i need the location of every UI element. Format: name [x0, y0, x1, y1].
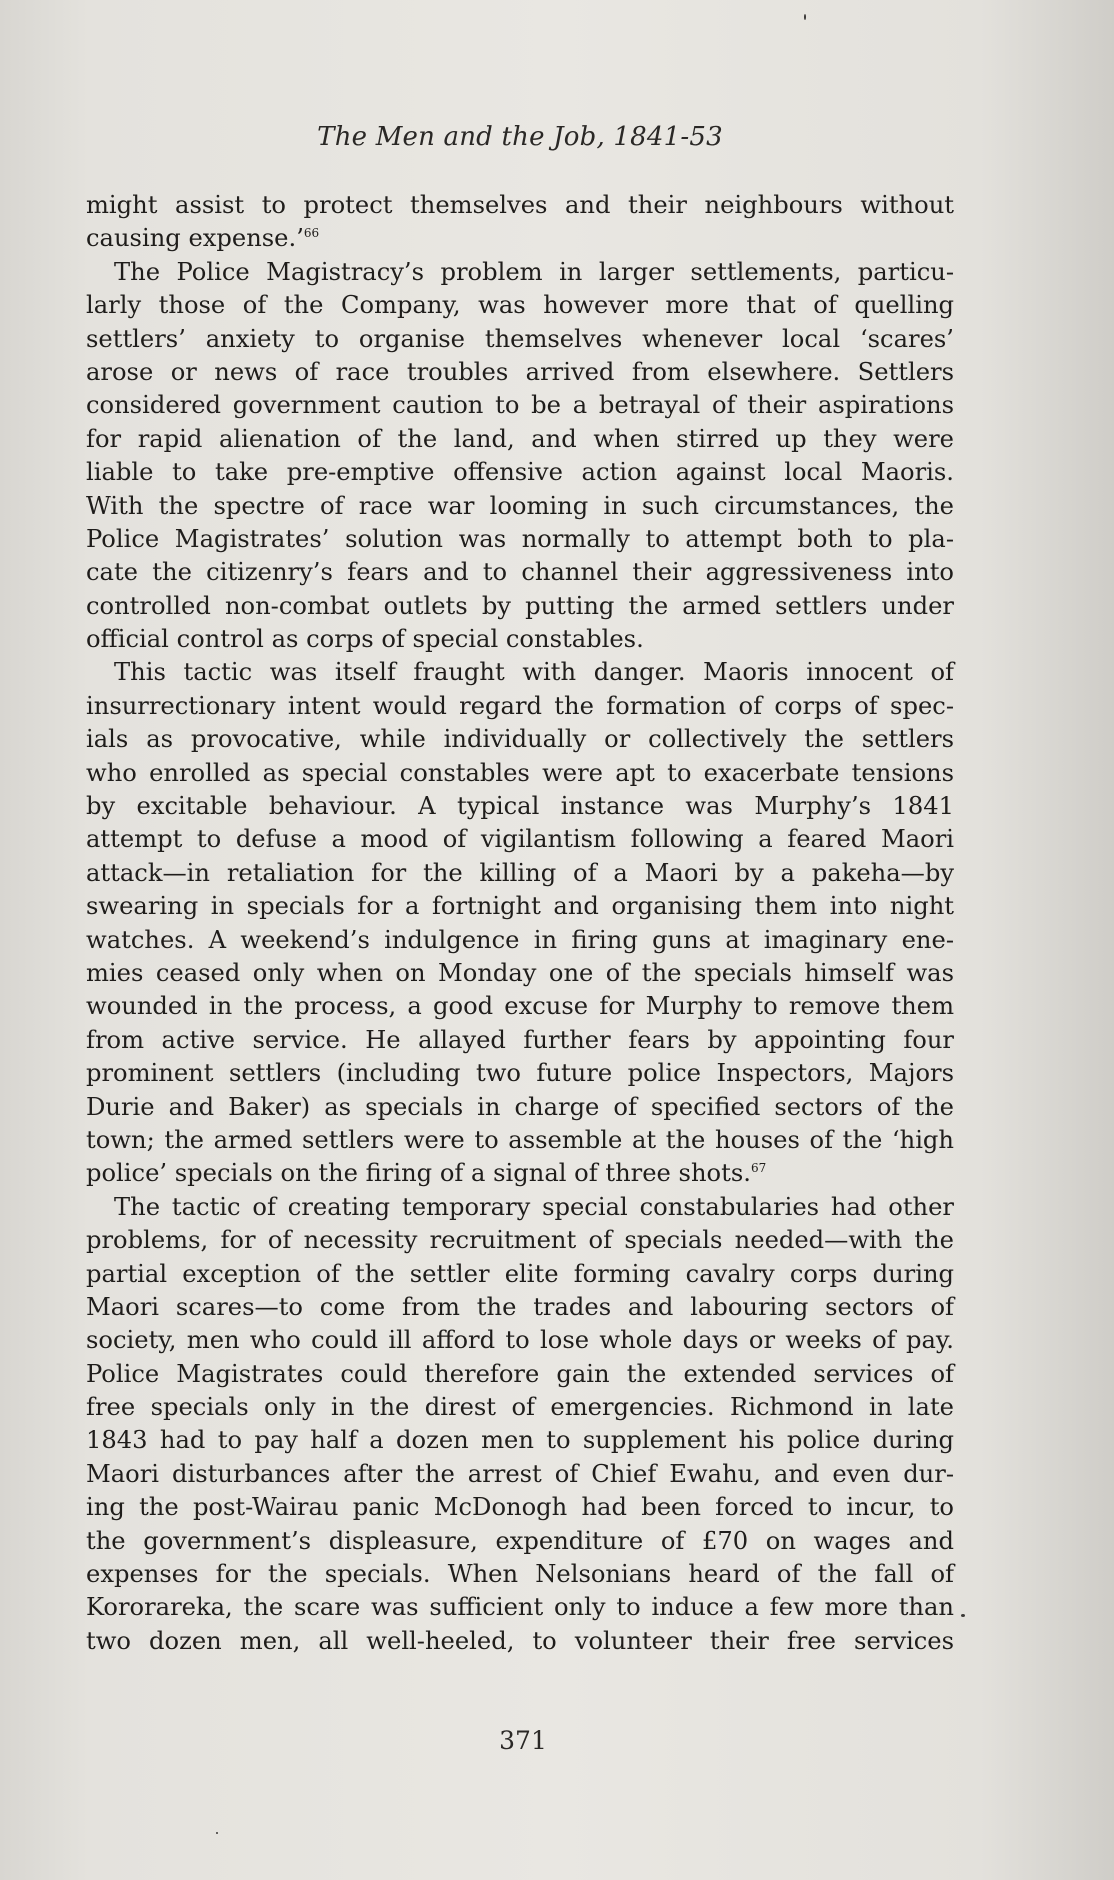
- line-text: who enrolled as special constables were apt to exacerbate tensions: [86, 758, 954, 787]
- text-line: [86, 1057, 954, 1090]
- line-text: controlled non-combat outlets by putting the armed settlers under: [86, 591, 954, 620]
- line-text: Maori disturbances after the arrest of Chief Ewahu, and even dur-: [86, 1459, 954, 1488]
- line-text: prominent settlers (including two future police Inspectors, Majors: [86, 1059, 954, 1088]
- text-line: [86, 656, 954, 689]
- text-line: [86, 1024, 954, 1057]
- footnote-ref: 67: [750, 1161, 767, 1176]
- text-line: [86, 423, 954, 456]
- text-line: [86, 356, 954, 389]
- line-text: wounded in the process, a good excuse for Murphy to remove them: [86, 992, 954, 1021]
- text-line: [86, 1091, 954, 1124]
- text-line: [86, 1358, 954, 1391]
- line-text: attack—in retaliation for the killing of a Maori by a pakeha—by: [86, 858, 954, 887]
- text-line: [86, 1124, 954, 1157]
- scan-speck: [804, 14, 806, 20]
- line-text: the government’s displeasure, expenditure of £70 on wages and: [86, 1526, 954, 1555]
- line-text: attempt to defuse a mood of vigilantism following a feared Maori: [86, 825, 954, 854]
- text-line: [86, 790, 954, 823]
- line-text: swearing in specials for a fortnight and organising them into night: [86, 892, 954, 921]
- text-line: [86, 590, 954, 623]
- text-line: [86, 1291, 954, 1324]
- text-line: [86, 990, 954, 1023]
- text-line: [86, 389, 954, 422]
- text-line: [86, 222, 954, 255]
- line-text: insurrectionary intent would regard the formation of corps of spec-: [86, 691, 954, 720]
- text-line: [86, 1625, 954, 1658]
- line-text: considered government caution to be a betrayal of their aspirations: [86, 391, 954, 420]
- text-line: [86, 1458, 954, 1491]
- text-line: [86, 556, 954, 589]
- line-text: The Police Magistracy’s problem in larger settlements, particu-: [114, 257, 954, 286]
- line-text: With the spectre of race war looming in such circumstances, the: [86, 491, 954, 520]
- line-text: by excitable behaviour. A typical instance was Murphy’s 1841: [86, 792, 954, 821]
- line-text: ing the post-Wairau panic McDonogh had been forced to incur, to: [86, 1493, 954, 1522]
- text-line: [86, 1525, 954, 1558]
- line-text: 1843 had to pay half a dozen men to supplement his police during: [86, 1426, 954, 1455]
- line-text: watches. A weekend’s indulgence in firing guns at imaginary ene-: [86, 925, 954, 954]
- line-text: official control as corps of special constables.: [86, 625, 644, 654]
- line-text: might assist to protect themselves and their neighbours without: [86, 191, 954, 219]
- line-text: Kororareka, the scare was sufficient only to induce a few more than: [86, 1593, 954, 1622]
- line-text: Police Magistrates could therefore gain the extended services of: [86, 1359, 954, 1388]
- text-line: [86, 1157, 954, 1190]
- line-text: expenses for the specials. When Nelsonians heard of the fall of: [86, 1560, 954, 1589]
- text-line: [86, 823, 954, 856]
- body-text: [86, 189, 954, 1658]
- line-text: two dozen men, all well-heeled, to volunteer their free services: [86, 1626, 954, 1655]
- text-line: [86, 1391, 954, 1424]
- line-text: larly those of the Company, was however more that of quelling: [86, 291, 954, 320]
- text-line: [86, 723, 954, 756]
- line-text: Durie and Baker) as specials in charge of specified sectors of the: [86, 1092, 954, 1121]
- text-line: [86, 1224, 954, 1257]
- line-text: The tactic of creating temporary special constabularies had other: [114, 1192, 954, 1221]
- line-text: ials as provocative, while individually or collectively the settlers: [86, 725, 954, 754]
- text-line: [86, 456, 954, 489]
- text-line: [86, 1258, 954, 1291]
- text-line: [86, 924, 954, 957]
- page-number: 371: [499, 1726, 547, 1755]
- line-text: free specials only in the direst of emergencies. Richmond in late: [86, 1393, 954, 1422]
- text-line: [86, 623, 954, 656]
- text-line: [86, 523, 954, 556]
- text-line: [86, 1558, 954, 1591]
- line-text: cate the citizenry’s fears and to channel their aggressiveness into: [86, 558, 954, 587]
- line-text: arose or news of race troubles arrived from elsewhere. Settlers: [86, 357, 954, 386]
- text-line: [86, 323, 954, 356]
- line-text: Police Magistrates’ solution was normally to attempt both to pla-: [86, 524, 954, 553]
- line-text: This tactic was itself fraught with danger. Maoris innocent of: [114, 658, 954, 687]
- footnote-ref: 66: [303, 226, 320, 241]
- text-line: [86, 890, 954, 923]
- line-text: society, men who could ill afford to lose whole days or weeks of pay.: [86, 1326, 954, 1355]
- line-text: causing expense.’: [86, 224, 304, 253]
- text-line: [86, 1491, 954, 1524]
- line-text: liable to take pre-emptive offensive action against local Maoris.: [86, 458, 954, 487]
- text-line: [86, 256, 954, 289]
- text-line: [86, 957, 954, 990]
- text-line: [86, 857, 954, 890]
- text-line: [86, 1191, 954, 1224]
- scan-speck: [216, 1832, 218, 1834]
- line-text: police’ specials on the firing of a signal of three shots.: [86, 1159, 751, 1188]
- line-text: from active service. He allayed further fears by appointing four: [86, 1025, 954, 1054]
- line-text: partial exception of the settler elite forming cavalry corps during: [86, 1259, 954, 1288]
- text-line: [86, 757, 954, 790]
- text-line: [86, 1324, 954, 1357]
- text-line: [86, 1591, 954, 1624]
- scan-speck: [961, 1614, 965, 1617]
- text-line: [86, 1424, 954, 1457]
- text-line: [86, 690, 954, 723]
- text-line: [86, 189, 954, 222]
- running-head: The Men and the Job, 1841-53: [317, 122, 723, 152]
- text-line: [86, 289, 954, 322]
- line-text: mies ceased only when on Monday one of the specials himself was: [86, 958, 954, 987]
- line-text: Maori scares—to come from the trades and labouring sectors of: [86, 1292, 954, 1321]
- line-text: problems, for of necessity recruitment of specials needed—with the: [86, 1226, 954, 1255]
- line-text: town; the armed settlers were to assemble at the houses of the ‘high: [86, 1125, 954, 1154]
- line-text: settlers’ anxiety to organise themselves whenever local ‘scares’: [86, 324, 954, 353]
- text-line: [86, 490, 954, 523]
- line-text: for rapid alienation of the land, and when stirred up they were: [86, 424, 954, 453]
